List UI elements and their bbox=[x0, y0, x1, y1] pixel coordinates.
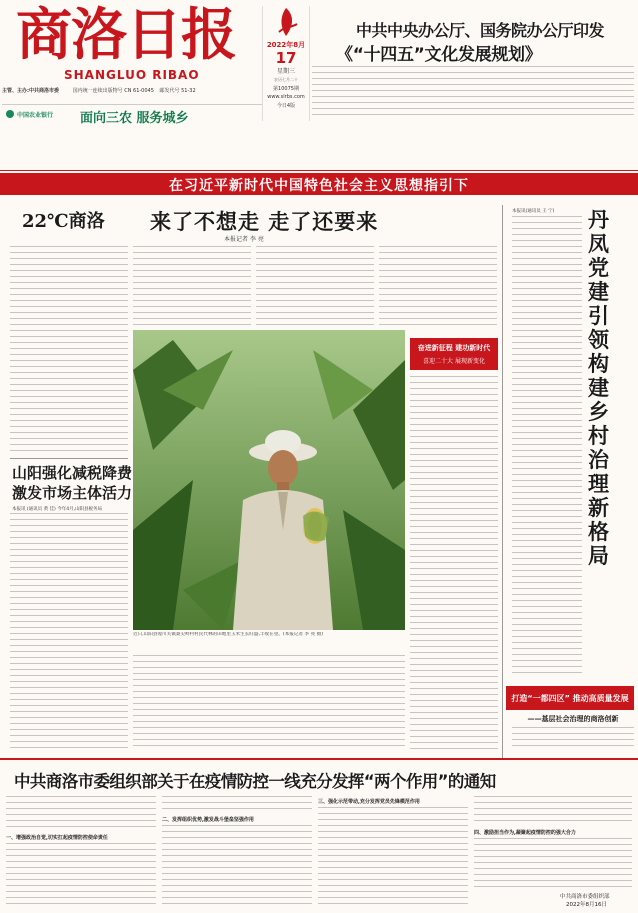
bottom-sub3[interactable]: 三、强化示范带动,充分发挥党员先锋模范作用 bbox=[318, 799, 420, 805]
top-headline-2[interactable]: 《“十四五”文化发展规划》 bbox=[336, 45, 542, 65]
date-day: 17 bbox=[275, 49, 297, 67]
weekday: 星期三 bbox=[276, 68, 295, 75]
shanyang-text bbox=[10, 513, 128, 751]
shanyang-byline: 本报讯 (通讯员 黄 佳) 今年4月,山阳县税务局 bbox=[12, 507, 103, 512]
masthead-host bbox=[2, 88, 262, 95]
website[interactable]: www.slrbs.com bbox=[267, 94, 305, 100]
issue-label: 邮发代号 51-32 bbox=[159, 88, 196, 94]
box-news-line2: 喜迎二十大 展现新变化 bbox=[423, 358, 485, 365]
bottom-col-1 bbox=[6, 796, 156, 832]
cn-label: 国内统一连续出版物号 CN 61-0045 bbox=[72, 88, 154, 94]
bank-logo-icon bbox=[6, 110, 14, 118]
date-year-month: 2022年8月 bbox=[266, 41, 306, 49]
issue-number: 第10075期 bbox=[273, 86, 299, 92]
banner-top-line bbox=[0, 170, 638, 171]
host-label: 主管、主办:中共商洛市委 bbox=[2, 88, 60, 94]
top-headline-1[interactable]: 中共中央办公厅、国务院办公厅印发 bbox=[356, 21, 605, 40]
footer-org: 中共商洛市委组织部 bbox=[560, 894, 610, 900]
box-news[interactable] bbox=[410, 338, 498, 370]
bottom-divider bbox=[0, 758, 638, 760]
masthead-pinyin: SHANGLUO RIBAO bbox=[64, 68, 200, 82]
bottom-headline[interactable]: 中共商洛市委组织部关于在疫情防控一线充分发挥“两个作用”的通知 bbox=[14, 772, 496, 791]
shanyang-title-2[interactable]: 激发市场主体活力 bbox=[12, 484, 133, 502]
right-of-photo-text bbox=[410, 376, 498, 751]
partner-name: 中国农业银行 bbox=[17, 112, 54, 119]
partner-bar bbox=[2, 104, 262, 126]
side-box-title: 打造“一都四区” 推动高质量发展 bbox=[511, 694, 629, 703]
lead-temp[interactable]: 22℃商洛 bbox=[22, 211, 105, 232]
lunar-date: 农历七月二十 bbox=[274, 77, 298, 82]
farmer-photo bbox=[133, 330, 405, 630]
divider-shanyang bbox=[10, 458, 128, 459]
side-byline: 本报讯(通讯员 王 宁) bbox=[512, 209, 555, 214]
lead-text-col-4 bbox=[379, 246, 497, 326]
side-box-subtitle: ——基层社会治理的商洛创新 bbox=[527, 715, 619, 723]
side-text-2 bbox=[512, 727, 634, 751]
bottom-col-2 bbox=[162, 796, 312, 814]
lead-text-col-1 bbox=[10, 246, 128, 454]
page-count: 今日4版 bbox=[276, 103, 296, 109]
side-text-1 bbox=[512, 216, 582, 678]
partner-slogan: 面向三农 服务城乡 bbox=[80, 111, 189, 126]
bottom-sub4[interactable]: 四、激励担当作为,凝聚起疫情防控的强大合力 bbox=[474, 830, 576, 836]
date-column bbox=[262, 6, 310, 121]
box-news-line1: 奋进新征程 建功新时代 bbox=[417, 344, 491, 352]
lead-byline: 本报记者 李 亮 bbox=[224, 236, 264, 243]
side-title[interactable]: 丹凤党建引领构建乡村治理新格局 bbox=[588, 208, 609, 568]
red-torch-logo-icon bbox=[271, 6, 301, 38]
bottom-sub1[interactable]: 一、增强政治自觉,切实扛起疫情防控使命责任 bbox=[6, 835, 108, 841]
bottom-col-1b bbox=[6, 843, 156, 909]
bottom-col-4 bbox=[474, 796, 632, 826]
below-photo-text bbox=[133, 655, 405, 751]
bottom-col-4b bbox=[474, 838, 632, 890]
bottom-col-3 bbox=[318, 807, 468, 909]
bottom-sub2[interactable]: 二、发挥组织优势,激发战斗堡垒坚强作用 bbox=[162, 817, 254, 823]
banner-text: 在习近平新时代中国特色社会主义思想指引下 bbox=[169, 178, 469, 194]
divider-right-col bbox=[502, 205, 503, 760]
bottom-col-2b bbox=[162, 825, 312, 909]
photo-caption: 近日,山阳县漫川关镇桑尖岭村村民代林的田地里玉米生长旺盛,丰收在望。(本报记者 李 亮 摄) bbox=[133, 632, 324, 637]
masthead-title: 商洛日报 bbox=[16, 2, 236, 68]
footer-date: 2022年8月16日 bbox=[566, 902, 607, 908]
lead-title[interactable]: 来了不想走 走了还要来 bbox=[150, 210, 379, 234]
lead-text-col-2 bbox=[133, 246, 251, 326]
shanyang-title-1[interactable]: 山阳强化减税降费 bbox=[12, 464, 133, 482]
lead-text-col-3 bbox=[256, 246, 374, 326]
top-article-text bbox=[312, 66, 634, 120]
side-box[interactable] bbox=[506, 686, 634, 710]
corn-field-photo-icon bbox=[133, 330, 405, 630]
